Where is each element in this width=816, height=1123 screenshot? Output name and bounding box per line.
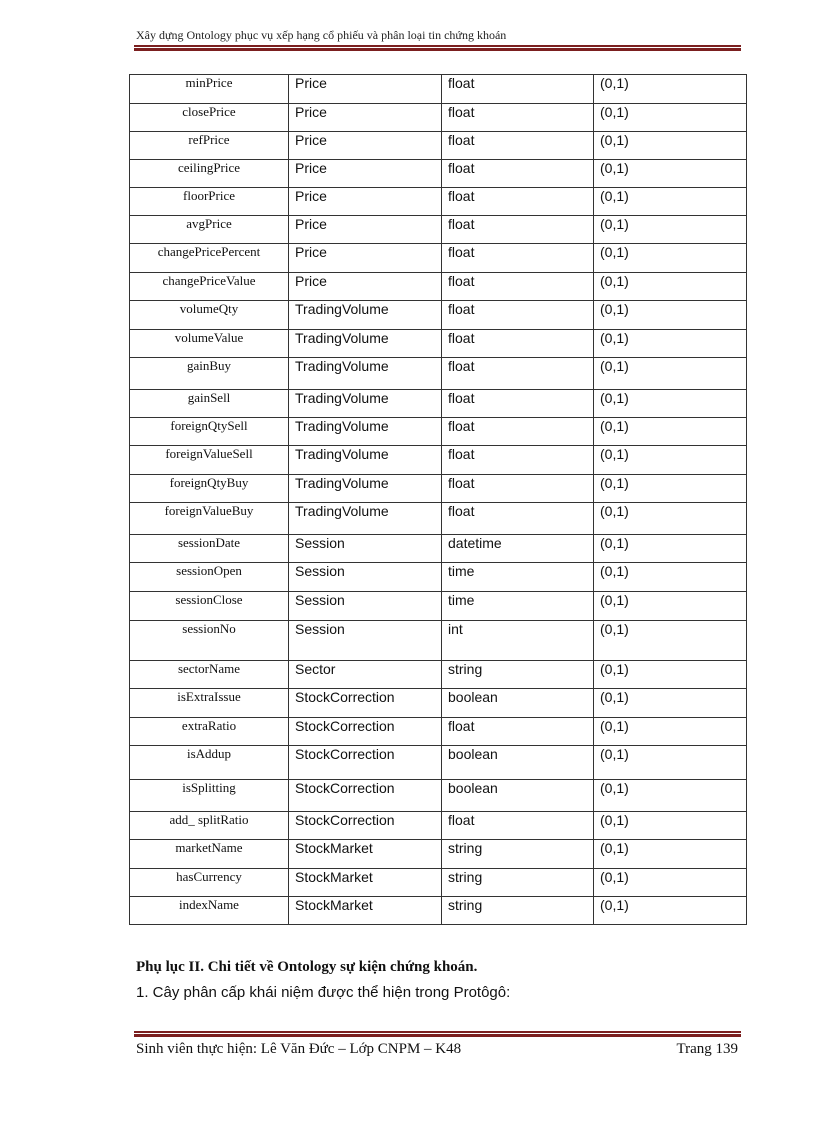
property-datatype-cell: float [442, 330, 594, 358]
footer-author: Sinh viên thực hiện: Lê Văn Đức – Lớp CNPM – K48 [136, 1041, 462, 1057]
property-name-cell: sessionNo [130, 621, 289, 661]
property-cardinality-cell: (0,1) [594, 132, 747, 160]
property-datatype-cell: float [442, 475, 594, 503]
property-type-cell: StockMarket [289, 897, 442, 925]
property-type-cell: Price [289, 104, 442, 132]
property-datatype-cell: string [442, 897, 594, 925]
property-cardinality-cell: (0,1) [594, 104, 747, 132]
property-name-cell: foreignQtyBuy [130, 475, 289, 503]
table-row [130, 718, 747, 746]
property-name-cell: gainBuy [130, 358, 289, 390]
property-type-cell: StockCorrection [289, 689, 442, 718]
running-header: Xây dựng Ontology phục vụ xếp hạng cổ phiếu và phân loại tin chứng khoán [136, 28, 507, 42]
property-cardinality-cell: (0,1) [594, 301, 747, 330]
property-name-cell: gainSell [130, 390, 289, 418]
property-name-cell: refPrice [130, 132, 289, 160]
property-datatype-cell: string [442, 869, 594, 897]
property-datatype-cell: float [442, 390, 594, 418]
property-name-cell: foreignValueBuy [130, 503, 289, 535]
table-row [130, 746, 747, 780]
property-name-cell: volumeValue [130, 330, 289, 358]
property-datatype-cell: time [442, 592, 594, 621]
footer-page-number: Trang 139 [676, 1041, 738, 1057]
property-datatype-cell: float [442, 718, 594, 746]
property-cardinality-cell: (0,1) [594, 160, 747, 188]
property-name-cell: add_ splitRatio [130, 812, 289, 840]
property-type-cell: StockMarket [289, 840, 442, 869]
property-cardinality-cell: (0,1) [594, 418, 747, 446]
property-type-cell: TradingVolume [289, 503, 442, 535]
table-row [130, 592, 747, 621]
property-name-cell: minPrice [130, 75, 289, 104]
property-datatype-cell: float [442, 418, 594, 446]
table-row [130, 104, 747, 132]
property-cardinality-cell: (0,1) [594, 746, 747, 780]
property-datatype-cell: float [442, 273, 594, 301]
property-datatype-cell: float [442, 75, 594, 104]
property-cardinality-cell: (0,1) [594, 216, 747, 244]
property-cardinality-cell: (0,1) [594, 503, 747, 535]
property-datatype-cell: boolean [442, 689, 594, 718]
table-body [130, 75, 747, 925]
property-name-cell: extraRatio [130, 718, 289, 746]
property-type-cell: Session [289, 563, 442, 592]
property-type-cell: StockCorrection [289, 780, 442, 812]
property-cardinality-cell: (0,1) [594, 869, 747, 897]
property-datatype-cell: string [442, 840, 594, 869]
property-datatype-cell: float [442, 503, 594, 535]
property-type-cell: TradingVolume [289, 301, 442, 330]
table-row [130, 897, 747, 925]
property-cardinality-cell: (0,1) [594, 897, 747, 925]
property-name-cell: sessionOpen [130, 563, 289, 592]
property-datatype-cell: time [442, 563, 594, 592]
property-cardinality-cell: (0,1) [594, 661, 747, 689]
property-datatype-cell: float [442, 216, 594, 244]
header-rule-thin [134, 45, 741, 47]
property-type-cell: Session [289, 621, 442, 661]
property-name-cell: indexName [130, 897, 289, 925]
table-row [130, 244, 747, 273]
property-name-cell: changePriceValue [130, 273, 289, 301]
property-name-cell: foreignValueSell [130, 446, 289, 475]
property-name-cell: volumeQty [130, 301, 289, 330]
property-type-cell: TradingVolume [289, 330, 442, 358]
table-row [130, 503, 747, 535]
property-type-cell: Price [289, 244, 442, 273]
appendix-heading: Phụ lục II. Chi tiết về Ontology sự kiện chứng khoán. [136, 959, 478, 975]
property-type-cell: Price [289, 216, 442, 244]
table-row [130, 621, 747, 661]
table-row [130, 75, 747, 104]
property-datatype-cell: float [442, 132, 594, 160]
property-datatype-cell: float [442, 812, 594, 840]
property-name-cell: isAddup [130, 746, 289, 780]
table-row [130, 418, 747, 446]
property-cardinality-cell: (0,1) [594, 812, 747, 840]
table-row [130, 812, 747, 840]
property-type-cell: Price [289, 75, 442, 104]
footer-rule-thick [134, 1034, 741, 1037]
property-cardinality-cell: (0,1) [594, 358, 747, 390]
property-type-cell: Price [289, 188, 442, 216]
header-rule-thick [134, 48, 741, 51]
property-datatype-cell: datetime [442, 535, 594, 563]
property-name-cell: foreignQtySell [130, 418, 289, 446]
table-row [130, 216, 747, 244]
property-cardinality-cell: (0,1) [594, 244, 747, 273]
table-row [130, 188, 747, 216]
property-type-cell: StockCorrection [289, 718, 442, 746]
property-type-cell: TradingVolume [289, 446, 442, 475]
property-cardinality-cell: (0,1) [594, 446, 747, 475]
property-type-cell: Sector [289, 661, 442, 689]
table-row [130, 689, 747, 718]
property-name-cell: changePricePercent [130, 244, 289, 273]
property-type-cell: StockMarket [289, 869, 442, 897]
property-type-cell: TradingVolume [289, 475, 442, 503]
property-datatype-cell: float [442, 104, 594, 132]
property-cardinality-cell: (0,1) [594, 390, 747, 418]
table-row [130, 446, 747, 475]
property-name-cell: closePrice [130, 104, 289, 132]
table-row [130, 780, 747, 812]
property-datatype-cell: boolean [442, 780, 594, 812]
property-cardinality-cell: (0,1) [594, 592, 747, 621]
property-cardinality-cell: (0,1) [594, 718, 747, 746]
property-datatype-cell: float [442, 244, 594, 273]
table-row [130, 358, 747, 390]
property-name-cell: hasCurrency [130, 869, 289, 897]
property-name-cell: ceilingPrice [130, 160, 289, 188]
table-row [130, 661, 747, 689]
property-datatype-cell: string [442, 661, 594, 689]
property-type-cell: TradingVolume [289, 358, 442, 390]
table-row [130, 840, 747, 869]
property-name-cell: marketName [130, 840, 289, 869]
property-cardinality-cell: (0,1) [594, 273, 747, 301]
property-cardinality-cell: (0,1) [594, 535, 747, 563]
appendix-item-1: 1. Cây phân cấp khái niệm được thể hiện trong Protôgô: [136, 984, 511, 1001]
property-cardinality-cell: (0,1) [594, 475, 747, 503]
property-datatype-cell: int [442, 621, 594, 661]
property-name-cell: isExtraIssue [130, 689, 289, 718]
property-cardinality-cell: (0,1) [594, 780, 747, 812]
property-datatype-cell: boolean [442, 746, 594, 780]
property-datatype-cell: float [442, 358, 594, 390]
property-cardinality-cell: (0,1) [594, 840, 747, 869]
table-row [130, 535, 747, 563]
property-name-cell: avgPrice [130, 216, 289, 244]
ontology-properties-table [129, 74, 747, 925]
property-name-cell: isSplitting [130, 780, 289, 812]
property-type-cell: Price [289, 160, 442, 188]
property-type-cell: Session [289, 535, 442, 563]
property-name-cell: floorPrice [130, 188, 289, 216]
table-row [130, 160, 747, 188]
property-cardinality-cell: (0,1) [594, 563, 747, 592]
table-row [130, 475, 747, 503]
table-row [130, 273, 747, 301]
property-cardinality-cell: (0,1) [594, 330, 747, 358]
property-cardinality-cell: (0,1) [594, 188, 747, 216]
table-row [130, 132, 747, 160]
property-datatype-cell: float [442, 301, 594, 330]
property-type-cell: TradingVolume [289, 390, 442, 418]
table-row [130, 330, 747, 358]
property-type-cell: Price [289, 132, 442, 160]
property-type-cell: StockCorrection [289, 746, 442, 780]
property-type-cell: StockCorrection [289, 812, 442, 840]
table-row [130, 869, 747, 897]
property-datatype-cell: float [442, 160, 594, 188]
table-row [130, 390, 747, 418]
property-datatype-cell: float [442, 188, 594, 216]
property-cardinality-cell: (0,1) [594, 75, 747, 104]
property-type-cell: Price [289, 273, 442, 301]
table-row [130, 563, 747, 592]
footer-rule-thin [134, 1031, 741, 1033]
property-datatype-cell: float [442, 446, 594, 475]
table-row [130, 301, 747, 330]
property-type-cell: TradingVolume [289, 418, 442, 446]
property-cardinality-cell: (0,1) [594, 689, 747, 718]
property-name-cell: sessionDate [130, 535, 289, 563]
property-name-cell: sectorName [130, 661, 289, 689]
property-name-cell: sessionClose [130, 592, 289, 621]
property-cardinality-cell: (0,1) [594, 621, 747, 661]
property-type-cell: Session [289, 592, 442, 621]
